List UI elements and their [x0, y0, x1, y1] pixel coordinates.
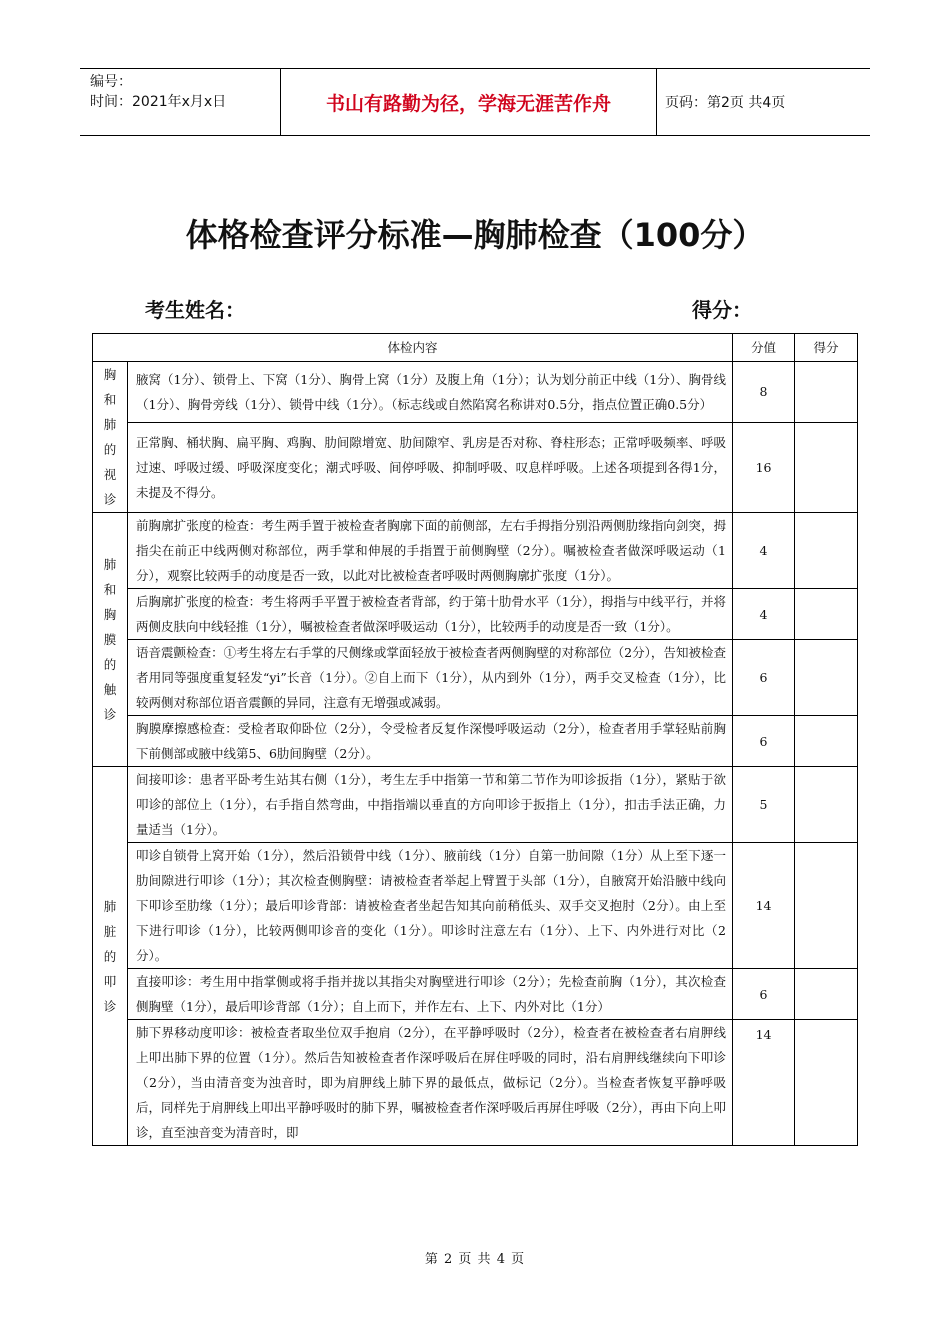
header-meta	[90, 72, 280, 112]
item-content: 语音震颤检查：①考生将左右手掌的尺侧缘或掌面轻放于被检查者两侧胸壁的对称部位（2分），告知被检查者用同等强度重复轻发“yi”长音（1分）。②自上而下（1分），从内到外（1分），两手交叉检查（1分），比较两侧对称部位语音震颤的异同，注意有无增强或减弱。	[128, 640, 733, 716]
item-points: 6	[733, 640, 795, 716]
item-score-cell[interactable]	[795, 843, 858, 969]
item-score-cell[interactable]	[795, 422, 858, 512]
item-score-cell[interactable]	[795, 1020, 858, 1146]
table-row	[93, 767, 858, 843]
table-row	[93, 362, 858, 423]
section-label: 胸 和 肺 的 视 诊	[93, 362, 128, 513]
item-points: 5	[733, 767, 795, 843]
item-content: 叩诊自锁骨上窝开始（1分），然后沿锁骨中线（1分）、腋前线（1分）自第一肋间隙（1分）从上至下逐一肋间隙进行叩诊（1分）；其次检查侧胸壁：请被检查者举起上臂置于头部（1分），自腋窝开始沿腋中线向下叩诊至肋缘（1分）；最后叩诊背部：请被检查者坐起告知其向前稍低头、双手交叉抱肘（2分）。由上至下进行叩诊（1分），比较两侧叩诊音的变化（1分）。叩诊时注意左右（1分）、上下、内外进行对比（2分）。	[128, 843, 733, 969]
header-page-info: 页码：第2页 共4页	[665, 95, 786, 111]
table-row	[93, 969, 858, 1020]
item-score-cell[interactable]	[795, 513, 858, 589]
item-content: 直接叩诊：考生用中指掌侧或将手指并拢以其指尖对胸壁进行叩诊（2分）；先检查前胸（1分），其次检查侧胸壁（1分），最后叩诊背部（1分）；自上而下，并作左右、上下、内外对比（1分）	[128, 969, 733, 1020]
item-score-cell[interactable]	[795, 362, 858, 423]
page-footer: 第 2 页 共 4 页	[424, 1252, 526, 1267]
item-content: 前胸廓扩张度的检查：考生两手置于被检查者胸廓下面的前侧部，左右手拇指分别沿两侧肋缘指向剑突，拇指尖在前正中线两侧对称部位，两手掌和伸展的手指置于前侧胸壁（2分）。嘱被检查者做深呼吸运动（1分），观察比较两手的动度是否一致，以此对比被检查者呼吸时两侧胸廓扩张度（1分）。	[128, 513, 733, 589]
item-points: 16	[733, 422, 795, 512]
time-label: 时间：2021年x月x日	[90, 94, 227, 110]
section-label: 肺 脏 的 叩 诊	[93, 767, 128, 1146]
item-score-cell[interactable]	[795, 640, 858, 716]
item-score-cell[interactable]	[795, 969, 858, 1020]
table-row	[93, 589, 858, 640]
item-content: 正常胸、桶状胸、扁平胸、鸡胸、肋间隙增宽、肋间隙窄、乳房是否对称、脊柱形态；正常呼吸频率、呼吸过速、呼吸过缓、呼吸深度变化；潮式呼吸、间停呼吸、抑制呼吸、叹息样呼吸。上述各项提到各得1分，未提及不得分。	[128, 422, 733, 512]
item-content: 腋窝（1分）、锁骨上、下窝（1分）、胸骨上窝（1分）及腹上角（1分）；认为划分前正中线（1分）、胸骨线（1分）、胸骨旁线（1分）、锁骨中线（1分）。（标志线或自然陷窝名称讲对0.5分，指点位置正确0.5分）	[128, 362, 733, 423]
number-label: 编号：	[90, 74, 132, 90]
table-row	[93, 640, 858, 716]
header-slogan: 书山有路勤为径，学海无涯苦作舟	[280, 69, 657, 135]
item-content: 肺下界移动度叩诊：被检查者取坐位双手抱肩（2分），在平静呼吸时（2分），检查者在被检查者右肩胛线上叩出肺下界的位置（1分）。然后告知被检查者作深呼吸后在屏住呼吸的同时，沿右肩胛线继续向下叩诊（2分），当由清音变为浊音时，即为肩胛线上肺下界的最低点，做标记（2分）。当检查者恢复平静呼吸后，同样先于肩胛线上叩出平静呼吸时的肺下界，嘱被检查者作深呼吸后再屏住呼吸（2分），再由下向上叩诊，直至浊音变为清音时，即	[128, 1020, 733, 1146]
header-score: 得分	[795, 334, 858, 362]
table-row	[93, 1020, 858, 1146]
candidate-name-label: 考生姓名：	[145, 298, 245, 322]
header-points: 分值	[733, 334, 795, 362]
document-header	[80, 68, 870, 136]
item-points: 14	[733, 1020, 795, 1146]
table-row	[93, 422, 858, 512]
section-label: 肺 和 胸 膜 的 触 诊	[93, 513, 128, 767]
table-row	[93, 716, 858, 767]
table-row	[93, 843, 858, 969]
total-score-label: 得分：	[692, 298, 752, 322]
table-header-row	[93, 334, 858, 362]
scoring-table	[92, 333, 858, 1146]
item-points: 4	[733, 589, 795, 640]
page-title: 体格检查评分标准—胸肺检查（100分）	[185, 216, 765, 254]
item-score-cell[interactable]	[795, 589, 858, 640]
item-points: 6	[733, 969, 795, 1020]
item-content: 胸膜摩擦感检查：受检者取仰卧位（2分），令受检者反复作深慢呼吸运动（2分），检查者用手掌轻贴前胸下前侧部或腋中线第5、6肋间胸壁（2分）。	[128, 716, 733, 767]
item-score-cell[interactable]	[795, 767, 858, 843]
item-points: 4	[733, 513, 795, 589]
item-points: 14	[733, 843, 795, 969]
table-row	[93, 513, 858, 589]
header-content: 体检内容	[93, 334, 733, 362]
item-score-cell[interactable]	[795, 716, 858, 767]
item-points: 8	[733, 362, 795, 423]
item-content: 后胸廓扩张度的检查：考生将两手平置于被检查者背部，约于第十肋骨水平（1分），拇指与中线平行，并将两侧皮肤向中线轻推（1分），嘱被检查者做深呼吸运动（1分），比较两手的动度是否一致（1分）。	[128, 589, 733, 640]
item-points: 6	[733, 716, 795, 767]
item-content: 间接叩诊：患者平卧考生站其右侧（1分），考生左手中指第一节和第二节作为叩诊扳指（1分），紧贴于欲叩诊的部位上（1分），右手指自然弯曲，中指指端以垂直的方向叩诊于扳指上（1分），扣击手法正确，力量适当（1分）。	[128, 767, 733, 843]
table-body	[93, 362, 858, 1146]
